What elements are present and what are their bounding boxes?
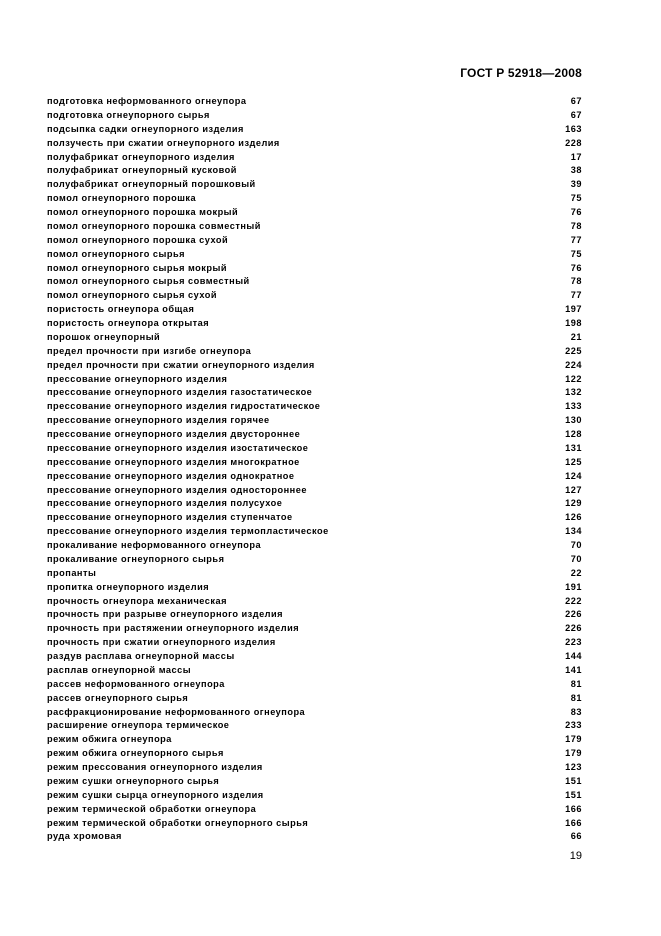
index-entry [47, 248, 582, 262]
index-term: подсыпка садки огнеупорного изделия [47, 123, 244, 134]
index-term: помол огнеупорного сырья мокрый [47, 262, 227, 273]
index-page-ref: 21 [570, 331, 582, 342]
index-page-ref: 141 [565, 664, 582, 675]
index-term: расфракционирование неформованного огнеупора [47, 706, 306, 717]
index-term: подготовка неформованного огнеупора [47, 96, 247, 106]
index-entry [47, 151, 582, 165]
index-page-ref: 129 [565, 498, 582, 509]
index-page-ref: 126 [565, 512, 582, 523]
index-page-ref: 131 [565, 442, 582, 453]
index-entry [47, 373, 582, 387]
index-term: пропанты [47, 567, 97, 578]
index-term: прессование огнеупорного изделия гидростатическое [47, 401, 321, 412]
index-page-ref: 75 [570, 193, 582, 204]
index-term: прессование огнеупорного изделия изостатическое [47, 442, 309, 453]
index-term: прессование огнеупорного изделия ступенчатое [47, 512, 293, 523]
index-entry [47, 484, 582, 498]
index-entry [47, 275, 582, 289]
index-entry [47, 719, 582, 733]
index-term: режим прессования огнеупорного изделия [47, 762, 263, 772]
index-page-ref: 70 [570, 540, 582, 550]
index-entry [47, 470, 582, 484]
index-entry [47, 497, 582, 511]
index-entry [47, 109, 582, 123]
index-entry [47, 511, 582, 525]
index-term: помол огнеупорного порошка мокрый [47, 207, 239, 217]
index-page-ref: 128 [565, 429, 582, 439]
index-term: раздув расплава огнеупорной массы [47, 651, 235, 661]
index-page-ref: 166 [565, 803, 582, 814]
index-entry [47, 733, 582, 747]
index-page-ref: 163 [565, 123, 582, 134]
index-term: пропитка огнеупорного изделия [47, 581, 210, 592]
index-page-ref: 78 [570, 220, 582, 231]
index-term: режим термической обработки огнеупора [47, 803, 257, 814]
index-term: прочность при растяжении огнеупорного изделия [47, 623, 300, 634]
index-page-ref: 125 [565, 456, 582, 467]
index-term: подготовка огнеупорного сырья [47, 109, 210, 120]
index-term: помол огнеупорного порошка [47, 193, 197, 204]
index-entry [47, 595, 582, 609]
index-term: режим термической обработки огнеупорного сырья [47, 817, 309, 828]
index-term: режим обжига огнеупора [47, 734, 172, 745]
index-page-ref: 228 [565, 137, 582, 148]
index-entry [47, 303, 582, 317]
index-term: прокаливание неформованного огнеупора [47, 540, 262, 550]
index-term: режим сушки огнеупорного сырья [47, 775, 220, 786]
page-number: 19 [569, 850, 582, 862]
index-page-ref: 76 [570, 262, 582, 273]
index-term: расширение огнеупора термическое [47, 720, 230, 731]
index-term: прессование огнеупорного изделия газостатическое [47, 387, 313, 398]
index-page-ref: 127 [565, 484, 582, 495]
index-term: пористость огнеупора открытая [47, 318, 210, 328]
index-term: прессование огнеупорного изделия [47, 373, 228, 384]
index-entry [47, 608, 582, 622]
index-term: полуфабрикат огнеупорный кусковой [47, 165, 237, 176]
index-page-ref: 83 [570, 706, 582, 717]
index-page-ref: 17 [570, 151, 582, 162]
index-page-ref: 225 [565, 345, 582, 356]
index-term: прокаливание огнеупорного сырья [47, 553, 225, 564]
index-entry [47, 178, 582, 192]
index-entry [47, 192, 582, 206]
index-entry [47, 164, 582, 178]
index-term: прессование огнеупорного изделия одностороннее [47, 484, 307, 495]
index-term: прочность при сжатии огнеупорного изделия [47, 637, 276, 648]
index-entry [47, 789, 582, 803]
index-page-ref: 122 [565, 373, 582, 384]
index-entry [47, 400, 582, 414]
index-page-ref: 123 [565, 762, 582, 772]
index-entry [47, 706, 582, 720]
index-term: прессование огнеупорного изделия термопластическое [47, 526, 329, 537]
index-page-ref: 197 [565, 304, 582, 315]
index-term: прочность огнеупора механическая [47, 595, 227, 606]
index-term: прессование огнеупорного изделия однократное [47, 470, 295, 481]
index-term: предел прочности при сжатии огнеупорного изделия [47, 359, 315, 370]
index-entry [47, 830, 582, 844]
index-entry [47, 747, 582, 761]
index-entry [47, 567, 582, 581]
index-entry [47, 234, 582, 248]
index-term: прессование огнеупорного изделия многократное [47, 456, 300, 467]
index-page-ref: 66 [570, 831, 582, 842]
index-page-ref: 179 [565, 734, 582, 745]
index-term: помол огнеупорного порошка совместный [47, 220, 261, 231]
index-entry [47, 331, 582, 345]
index-page-ref: 166 [565, 817, 582, 828]
index-page-ref: 39 [570, 179, 582, 190]
index-page-ref: 67 [570, 109, 582, 120]
index-entry [47, 137, 582, 151]
index-term: прессование огнеупорного изделия полусухое [47, 498, 283, 509]
index-entry [47, 678, 582, 692]
index-entry [47, 317, 582, 331]
index-term: порошок огнеупорный [47, 331, 161, 342]
index-entry [47, 761, 582, 775]
index-page-ref: 191 [565, 581, 582, 592]
index-entry [47, 206, 582, 220]
index-term: рассев огнеупорного сырья [47, 692, 189, 703]
index-page-ref: 81 [570, 678, 582, 689]
index-page-ref: 130 [565, 415, 582, 426]
index-term: предел прочности при изгибе огнеупора [47, 345, 252, 356]
index-term: помол огнеупорного сырья совместный [47, 276, 250, 287]
index-term: режим обжига огнеупорного сырья [47, 748, 224, 759]
index-entry [47, 428, 582, 442]
index-page-ref: 38 [570, 165, 582, 176]
index-entry [47, 650, 582, 664]
index-entry [47, 581, 582, 595]
index-term: прочность при разрыве огнеупорного изделия [47, 609, 284, 620]
index-page-ref: 78 [570, 276, 582, 287]
index-entry [47, 553, 582, 567]
index-page-ref: 224 [565, 359, 582, 370]
index-page-ref: 76 [570, 207, 582, 217]
index-term: прессование огнеупорного изделия двустороннее [47, 429, 301, 439]
index-term: прессование огнеупорного изделия горячее [47, 415, 270, 426]
index-term: помол огнеупорного сырья [47, 248, 185, 259]
index-entry [47, 539, 582, 553]
index-entry [47, 775, 582, 789]
index-page-ref: 134 [565, 526, 582, 537]
index-page-ref: 222 [565, 595, 582, 606]
index-term: режим сушки сырца огнеупорного изделия [47, 789, 264, 800]
index-entry [47, 359, 582, 373]
index-page-ref: 151 [565, 789, 582, 800]
index-page-ref: 132 [565, 387, 582, 398]
index-entry [47, 692, 582, 706]
index-entry [47, 636, 582, 650]
document-header: ГОСТ Р 52918—2008 [460, 66, 582, 80]
index-page-ref: 133 [565, 401, 582, 412]
index-term: рассев неформованного огнеупора [47, 678, 225, 689]
index-page-ref: 151 [565, 775, 582, 786]
index-page-ref: 198 [565, 318, 582, 328]
index-page-ref: 226 [565, 623, 582, 634]
index-entry [47, 386, 582, 400]
index-entry [47, 95, 582, 109]
index-entry [47, 345, 582, 359]
index-entry [47, 664, 582, 678]
index-entry [47, 220, 582, 234]
index-entry [47, 442, 582, 456]
index-term: помол огнеупорного сырья сухой [47, 290, 217, 301]
index-entry [47, 817, 582, 831]
index-page-ref: 179 [565, 748, 582, 759]
index-page-ref: 77 [570, 234, 582, 245]
index-page-ref: 223 [565, 637, 582, 648]
index-page-ref: 75 [570, 248, 582, 259]
index-entry [47, 123, 582, 137]
index-entry [47, 525, 582, 539]
index-page-ref: 226 [565, 609, 582, 620]
index-term: полуфабрикат огнеупорного изделия [47, 151, 235, 162]
index-page-ref: 77 [570, 290, 582, 301]
index-term: помол огнеупорного порошка сухой [47, 234, 229, 245]
index-term: полуфабрикат огнеупорный порошковый [47, 179, 256, 190]
index-entry [47, 456, 582, 470]
index-list [47, 95, 582, 844]
index-page-ref: 22 [570, 567, 582, 578]
index-term: пористость огнеупора общая [47, 304, 195, 315]
index-term: ползучесть при сжатии огнеупорного изделия [47, 137, 280, 148]
index-page-ref: 124 [565, 470, 582, 481]
index-entry [47, 622, 582, 636]
index-entry [47, 414, 582, 428]
index-entry [47, 289, 582, 303]
index-term: расплав огнеупорной массы [47, 664, 192, 675]
index-page-ref: 70 [570, 553, 582, 564]
index-page-ref: 144 [565, 651, 582, 661]
index-term: руда хромовая [47, 831, 122, 842]
index-page-ref: 233 [565, 720, 582, 731]
index-entry [47, 803, 582, 817]
index-page-ref: 67 [570, 96, 582, 106]
index-page-ref: 81 [570, 692, 582, 703]
index-entry [47, 262, 582, 276]
